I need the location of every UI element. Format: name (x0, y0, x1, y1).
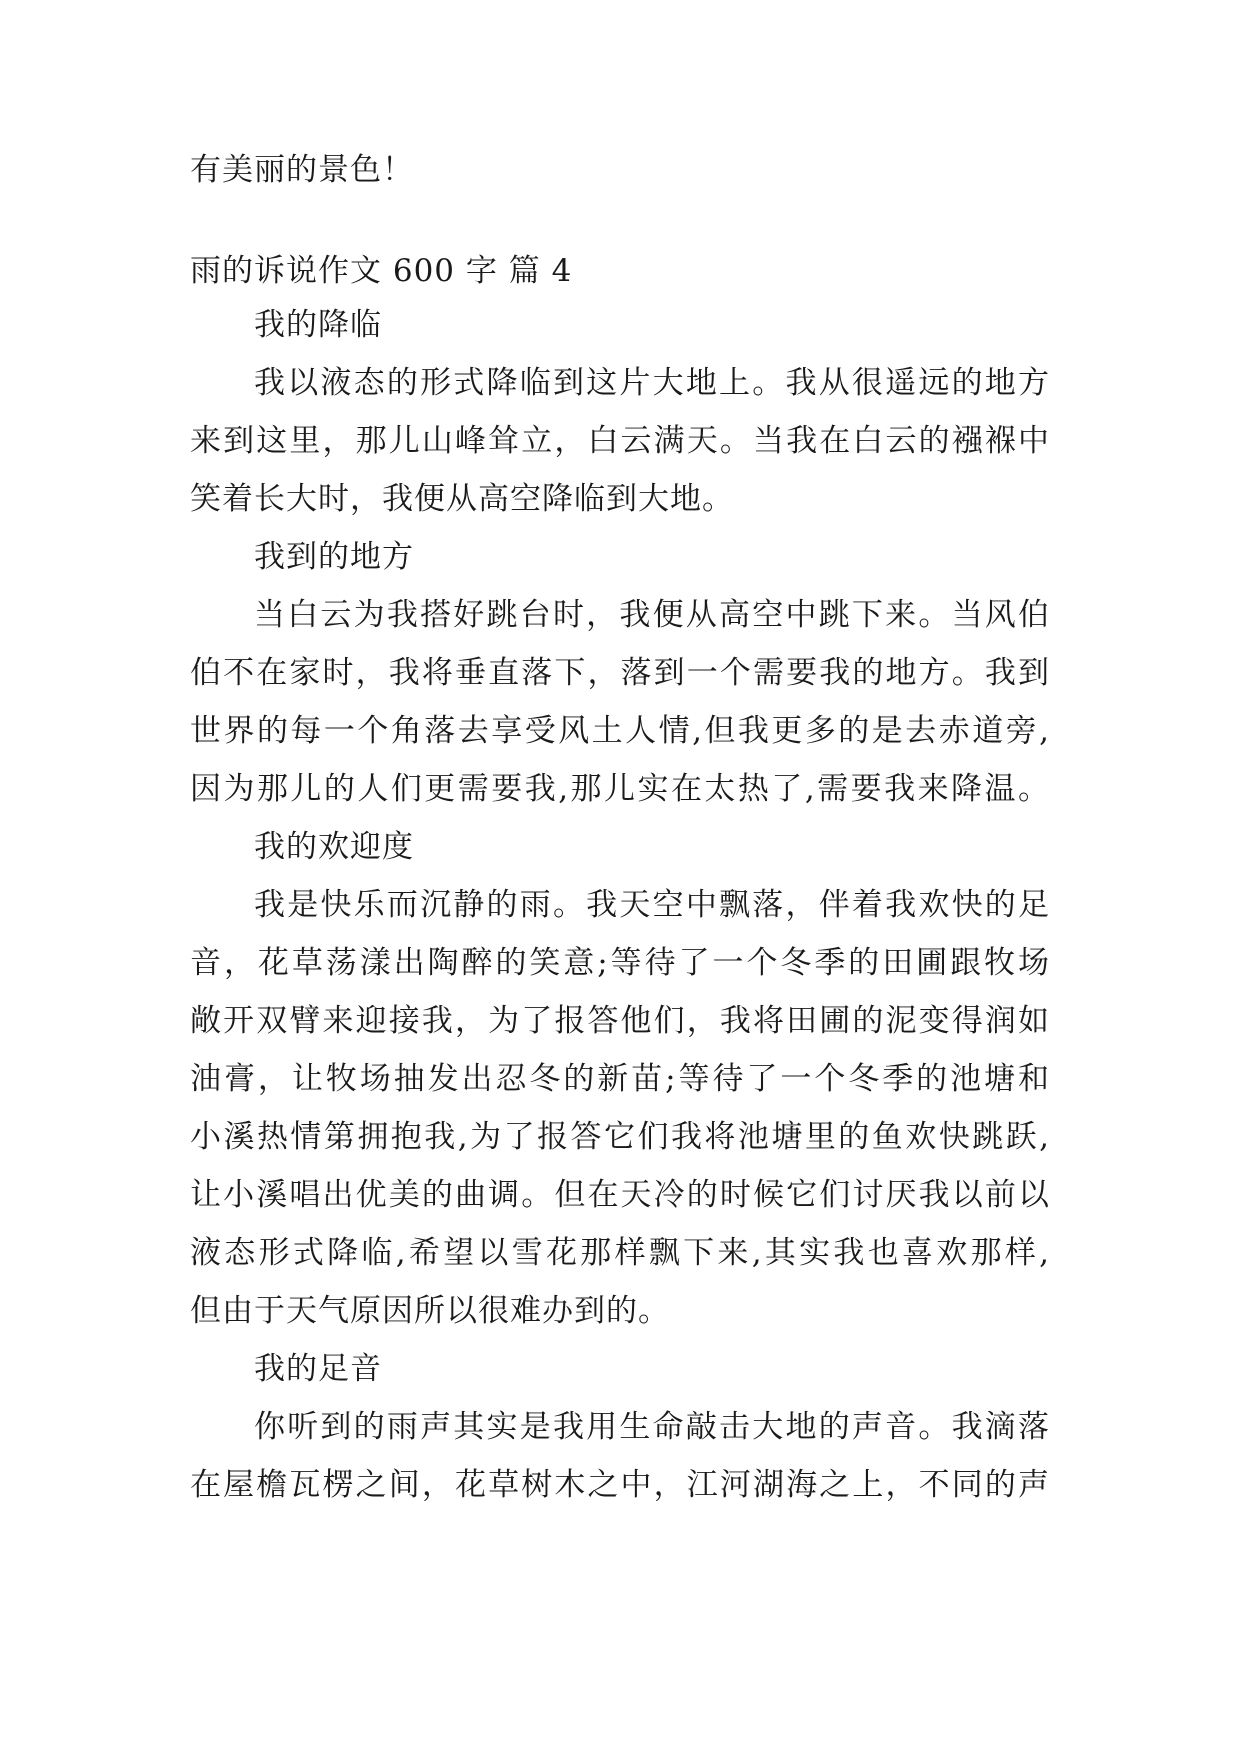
paragraph-line: 液态形式降临,希望以雪花那样飘下来,其实我也喜欢那样, (190, 1235, 1050, 1271)
section-title: 雨的诉说作文 600 字 篇 4 (190, 253, 573, 289)
paragraph-line: 在屋檐瓦楞之间，花草树木之中，江河湖海之上，不同的声 (190, 1467, 1050, 1503)
paragraph-line: 我以液态的形式降临到这片大地上。我从很遥远的地方 (254, 365, 1050, 401)
paragraph-line: 伯不在家时，我将垂直落下，落到一个需要我的地方。我到 (190, 655, 1050, 691)
paragraph-line: 笑着长大时，我便从高空降临到大地。 (190, 481, 734, 517)
subheading-footsteps: 我的足音 (254, 1351, 382, 1387)
paragraph-line: 你听到的雨声其实是我用生命敲击大地的声音。我滴落 (254, 1409, 1050, 1445)
subheading-arrival: 我的降临 (254, 307, 382, 343)
paragraph-line: 但由于天气原因所以很难办到的。 (190, 1293, 670, 1329)
paragraph-line: 音，花草荡漾出陶醉的笑意;等待了一个冬季的田圃跟牧场 (190, 945, 1050, 981)
paragraph-line: 油膏，让牧场抽发出忍冬的新苗;等待了一个冬季的池塘和 (190, 1061, 1050, 1097)
paragraph-line: 让小溪唱出优美的曲调。但在天冷的时候它们讨厌我以前以 (190, 1177, 1050, 1213)
paragraph-line: 世界的每一个角落去享受风土人情,但我更多的是去赤道旁, (190, 713, 1050, 749)
paragraph-line: 当白云为我搭好跳台时，我便从高空中跳下来。当风伯 (254, 597, 1050, 633)
subheading-popularity: 我的欢迎度 (254, 829, 414, 865)
subheading-destination: 我到的地方 (254, 539, 414, 575)
paragraph-line: 因为那儿的人们更需要我,那儿实在太热了,需要我来降温。 (190, 771, 1050, 807)
paragraph-line: 小溪热情第拥抱我,为了报答它们我将池塘里的鱼欢快跳跃, (190, 1119, 1050, 1155)
paragraph-line: 敞开双臂来迎接我，为了报答他们，我将田圃的泥变得润如 (190, 1003, 1050, 1039)
paragraph-line: 我是快乐而沉静的雨。我天空中飘落，伴着我欢快的足 (254, 887, 1050, 923)
paragraph-line: 来到这里，那儿山峰耸立，白云满天。当我在白云的襁褓中 (190, 423, 1050, 459)
intro-tail-line: 有美丽的景色！ (190, 152, 414, 188)
